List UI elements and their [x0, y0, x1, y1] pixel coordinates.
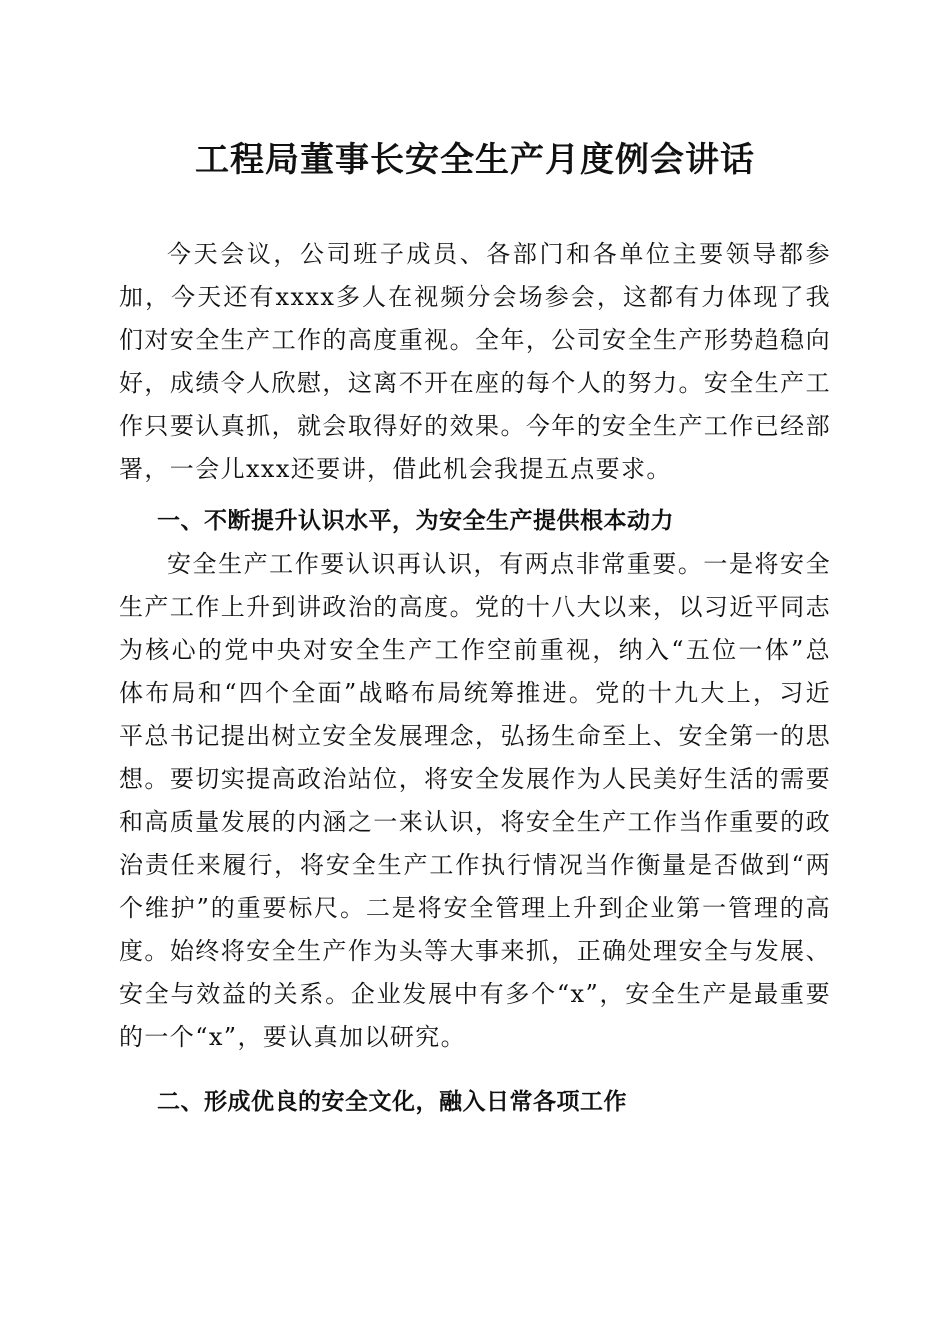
intro-paragraph: 今天会议，公司班子成员、各部门和各单位主要领导都参加，今天还有xxxx多人在视频分会场参会，这都有力体现了我们对安全生产工作的高度重视。全年，公司安全生产形势趋稳向好，成绩令人欣慰，这离不开在座的每个人的努力。安全生产工作只要认真抓，就会取得好的效果。今年的安全生产工作已经部署，一会儿xxx还要讲，借此机会我提五点要求。 [119, 240, 831, 483]
section-1-paragraph: 安全生产工作要认识再认识，有两点非常重要。一是将安全生产工作上升到讲政治的高度。党的十八大以来，以习近平同志为核心的党中央对安全生产工作空前重视，纳入“五位一体”总体布局和“四个全面”战略布局统筹推进。党的十九大上，习近平总书记提出树立安全发展理念，弘扬生命至上、安全第一的思想。要切实提高政治站位，将安全发展作为人民美好生活的需要和高质量发展的内涵之一来认识，将安全生产工作当作重要的政治责任来履行，将安全生产工作执行情况当作衡量是否做到“两个维护”的重要标尺。二是将安全管理上升到企业第一管理的高度。始终将安全生产作为头等大事来抓，正确处理安全与发展、安全与效益的关系。企业发展中有多个“x”，安全生产是最重要的一个“x”，要认真加以研究。 [119, 550, 831, 1051]
section-heading-2: 二、形成优良的安全文化，融入日常各项工作 [157, 1089, 627, 1115]
document-title: 工程局董事长安全生产月度例会讲话 [195, 140, 755, 180]
section-heading-1: 一、不断提升认识水平，为安全生产提供根本动力 [157, 508, 674, 534]
